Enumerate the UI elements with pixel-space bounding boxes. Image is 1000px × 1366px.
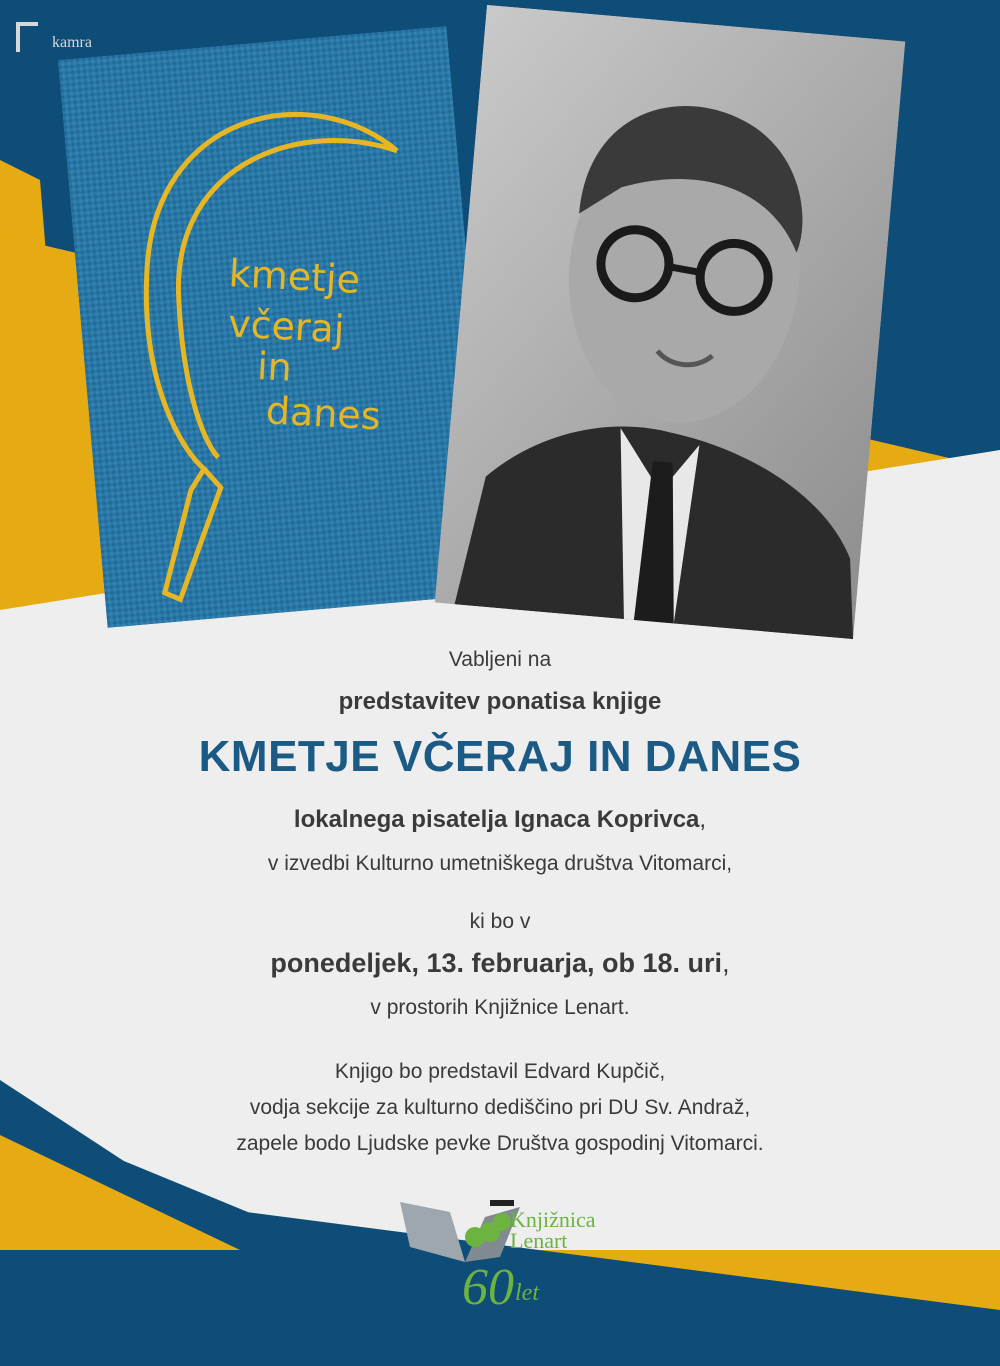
book-cover-line1: kmetje [227, 251, 362, 302]
presenter-role-line: vodja sekcije za kulturno dediščino pri DU Sv. Andraž, [249, 1096, 751, 1119]
presenter-line: Knjigo bo predstavil Edvard Kupčič, [334, 1060, 666, 1083]
performer-line: v izvedbi Kulturno umetniškega društva Vitomarci, [267, 852, 733, 875]
author-photo [435, 5, 906, 639]
library-logo [390, 1192, 630, 1312]
library-name-1: Knjižnica [510, 1207, 596, 1232]
author-line-comma: , [699, 806, 707, 833]
author-line-text: lokalnega pisatelja Ignaca Koprivca [293, 806, 700, 833]
invite-line-2: predstavitev ponatisa knjige [338, 688, 662, 715]
kamra-logo-text: kamra [52, 34, 92, 51]
singers-line: zapele bodo Ljudske pevke Društva gospodinj Vitomarci. [236, 1132, 764, 1155]
library-years: 60 [462, 1259, 514, 1312]
open-book-icon [400, 1202, 465, 1262]
invite-line-1: Vabljeni na [448, 648, 552, 671]
date-line-text: ponedeljek, 13. februarja, ob 18. uri [270, 948, 723, 978]
author-line [0, 806, 1000, 834]
venue-line: v prostorih Knjižnice Lenart. [370, 996, 630, 1019]
book-cover-line4: danes [264, 388, 382, 439]
book-cover [58, 26, 496, 628]
library-years-label: let [515, 1280, 539, 1306]
when-intro: ki bo v [469, 910, 531, 933]
date-line-comma: , [722, 948, 730, 978]
kamra-logo [10, 18, 120, 58]
book-cover-line3: in [255, 344, 293, 390]
kamra-logo-icon [10, 18, 50, 58]
library-name-2: Lenart [510, 1228, 568, 1253]
event-title: KMETJE VČERAJ IN DANES [198, 732, 802, 781]
date-line [0, 948, 1000, 979]
book-cover-line2: včeraj [227, 301, 346, 352]
